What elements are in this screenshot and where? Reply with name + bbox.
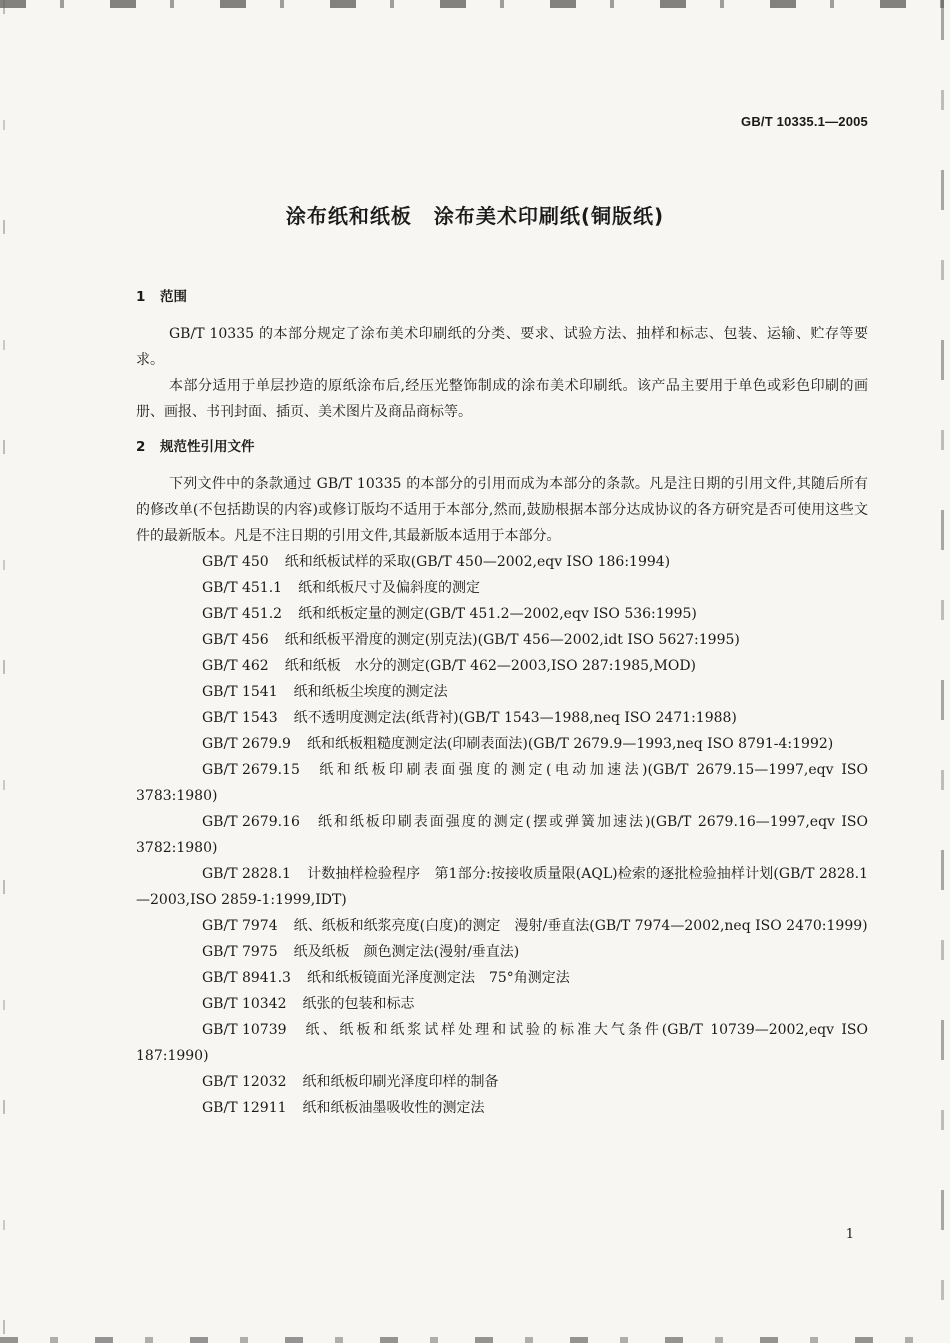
reference-item [136, 913, 868, 939]
reference-item [136, 965, 868, 991]
reference-code: GB/T 12911 [202, 1100, 287, 1116]
reference-item [136, 705, 868, 731]
scan-edge-bottom [0, 1337, 950, 1343]
reference-item [136, 731, 868, 757]
title-part-1: 涂布纸和纸板 [285, 204, 412, 228]
reference-text: 纸和纸板印刷光泽度印样的制备 [302, 1074, 499, 1090]
reference-code: GB/T 2679.15 [202, 762, 300, 778]
reference-item [136, 757, 868, 809]
reference-item [136, 939, 868, 965]
scan-edge-top [0, 0, 950, 8]
section-heading-scope [136, 287, 868, 307]
reference-item [136, 861, 868, 913]
reference-item [136, 991, 868, 1017]
reference-text: 纸和纸板 水分的测定(GB/T 462—2003,ISO 287:1985,MOD) [284, 658, 697, 674]
reference-code: GB/T 10739 [202, 1022, 287, 1038]
reference-item [136, 549, 868, 575]
reference-text: 纸及纸板 颜色测定法(漫射/垂直法) [293, 944, 520, 960]
reference-code: GB/T 1543 [202, 710, 278, 726]
scope-paragraph-2: 本部分适用于单层抄造的原纸涂布后,经压光整饰制成的涂布美术印刷纸。该产品主要用于单色或彩色印刷的画册、画报、书刊封面、插页、美术图片及商品商标等。 [136, 378, 868, 420]
reference-text: 纸和纸板粗糙度测定法(印刷表面法)(GB/T 2679.9—1993,neq ISO 8791-4:1992) [306, 736, 834, 752]
reference-text: 纸不透明度测定法(纸背衬)(GB/T 1543—1988,neq ISO 2471:1988) [293, 710, 737, 726]
reference-text: 纸和纸板定量的测定(GB/T 451.2—2002,eqv ISO 536:1995) [298, 606, 697, 622]
scope-paragraph-1: GB/T 10335 的本部分规定了涂布美术印刷纸的分类、要求、试验方法、抽样和标志、包装、运输、贮存等要求。 [136, 326, 868, 368]
page-number: 1 [845, 1227, 854, 1242]
reference-item [136, 653, 868, 679]
reference-code: GB/T 456 [202, 632, 269, 648]
standard-code: GB/T 10335.1—2005 [741, 114, 868, 129]
reference-code: GB/T 8941.3 [202, 970, 291, 986]
title-part-2: 涂布美术印刷纸(铜版纸) [433, 204, 665, 228]
reference-text: 纸和纸板镜面光泽度测定法 75°角测定法 [306, 970, 570, 986]
reference-code: GB/T 1541 [202, 684, 278, 700]
reference-item [136, 679, 868, 705]
reference-text: 纸和纸板印刷表面强度的测定(摆或弹簧加速法)(GB/T 2679.16—1997,eqv ISO 3782:1980) [136, 814, 868, 856]
document-title [0, 200, 950, 229]
reference-item [136, 1069, 868, 1095]
reference-item [136, 809, 868, 861]
reference-text: 纸张的包装和标志 [302, 996, 415, 1012]
reference-item [136, 1017, 868, 1069]
reference-code: GB/T 10342 [202, 996, 287, 1012]
reference-code: GB/T 7974 [202, 918, 278, 934]
reference-item [136, 601, 868, 627]
reference-text: 纸和纸板尘埃度的测定法 [293, 684, 448, 700]
reference-code: GB/T 2679.9 [202, 736, 291, 752]
reference-code: GB/T 2828.1 [202, 866, 291, 882]
section-title: 规范性引用文件 [160, 439, 255, 455]
section-number: 1 [136, 289, 146, 305]
section-title: 范围 [160, 289, 187, 305]
reference-code: GB/T 451.2 [202, 606, 283, 622]
document-body [136, 287, 868, 1121]
section-number: 2 [136, 439, 146, 455]
reference-item [136, 1095, 868, 1121]
reference-code: GB/T 2679.16 [202, 814, 300, 830]
references-intro-paragraph: 下列文件中的条款通过 GB/T 10335 的本部分的引用而成为本部分的条款。凡是注日期的引用文件,其随后所有的修改单(不包括勘误的内容)或修订版均不适用于本部分,然而,鼓励根据本部分达成协议的各方研究是否可使用这些文件的最新版本。凡是不注日期的引用文件,其最新版本适用于本部分。 [136, 476, 868, 544]
reference-code: GB/T 462 [202, 658, 269, 674]
reference-code: GB/T 451.1 [202, 580, 283, 596]
reference-list [136, 549, 868, 1121]
reference-text: 纸、纸板和纸浆亮度(白度)的测定 漫射/垂直法(GB/T 7974—2002,neq ISO 2470:1999) [293, 918, 868, 934]
reference-code: GB/T 7975 [202, 944, 278, 960]
section-heading-normative-references [136, 437, 868, 457]
reference-text: 纸和纸板印刷表面强度的测定(电动加速法)(GB/T 2679.15—1997,eqv ISO 3783:1980) [136, 762, 868, 804]
reference-text: 纸和纸板试样的采取(GB/T 450—2002,eqv ISO 186:1994) [284, 554, 671, 570]
reference-text: 纸和纸板尺寸及偏斜度的测定 [298, 580, 481, 596]
reference-item [136, 575, 868, 601]
reference-code: GB/T 450 [202, 554, 269, 570]
reference-text: 纸和纸板平滑度的测定(别克法)(GB/T 456—2002,idt ISO 5627:1995) [284, 632, 740, 648]
reference-text: 计数抽样检验程序 第1部分:按接收质量限(AQL)检索的逐批检验抽样计划(GB/T 2828.1—2003,ISO 2859-1:1999,IDT) [136, 866, 868, 908]
reference-text: 纸、纸板和纸浆试样处理和试验的标准大气条件(GB/T 10739—2002,eqv ISO 187:1990) [136, 1022, 868, 1064]
reference-code: GB/T 12032 [202, 1074, 287, 1090]
reference-item [136, 627, 868, 653]
reference-text: 纸和纸板油墨吸收性的测定法 [302, 1100, 485, 1116]
